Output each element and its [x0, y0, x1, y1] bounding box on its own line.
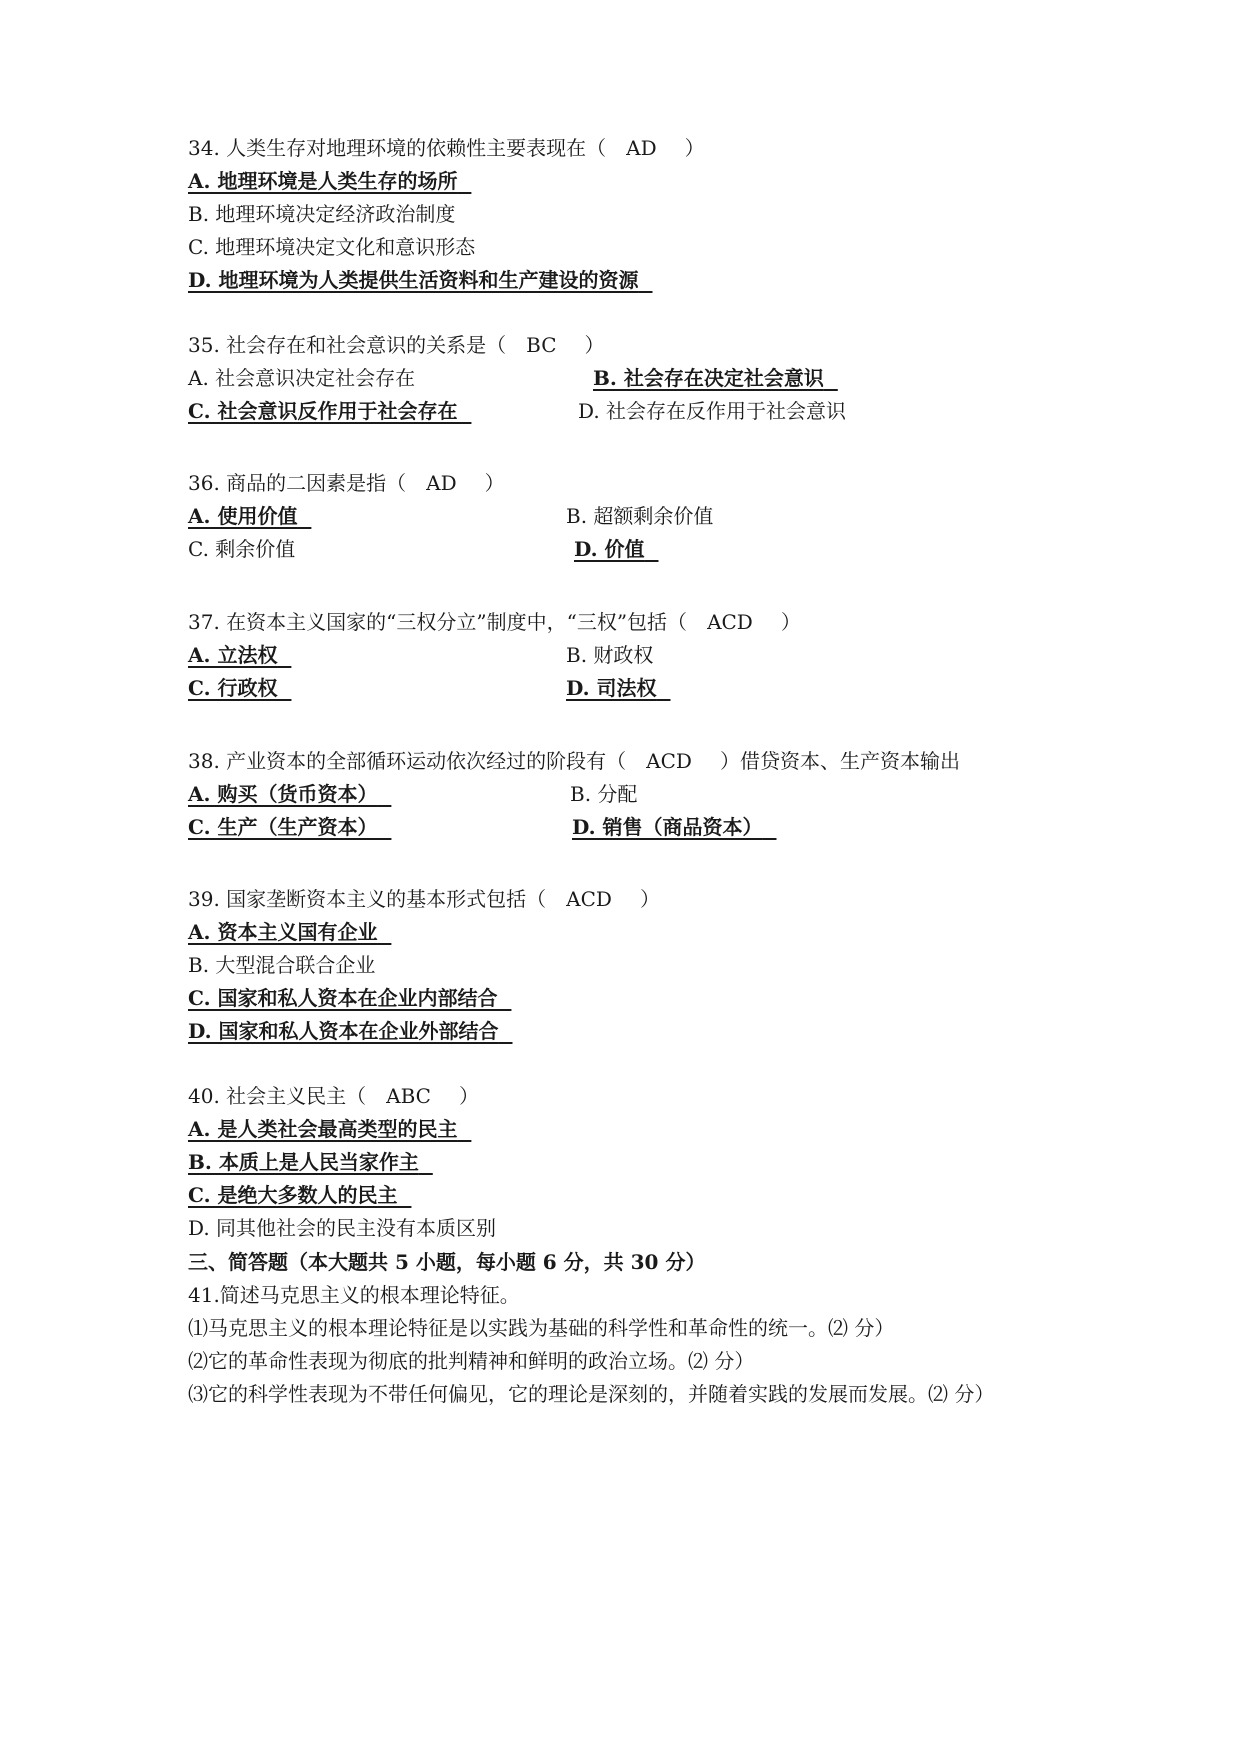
option-a: A. 地理环境是人类生存的场所 [188, 169, 458, 193]
option-c: C. 行政权 [188, 676, 278, 700]
stem-end: ）借贷资本、生产资本输出 [719, 749, 960, 773]
option-b: B. 社会存在决定社会意识 [593, 366, 824, 390]
question-stem [188, 132, 1088, 165]
question-39 [188, 883, 1088, 1048]
option-a: A. 购买（货币资本） [188, 782, 378, 806]
question-37 [188, 606, 1088, 705]
option-b: B. 分配 [570, 782, 638, 806]
answer-key: ABC [386, 1084, 431, 1108]
option-b: B. 超额剩余价值 [566, 504, 714, 528]
question-34 [188, 132, 1088, 297]
stem-text: 36. 商品的二因素是指（ [188, 471, 407, 495]
question-stem [188, 745, 1088, 778]
option-d: D. 同其他社会的民主没有本质区别 [188, 1216, 497, 1240]
stem-end: ） [484, 471, 505, 495]
option-b: B. 财政权 [566, 643, 654, 667]
stem-text: 40. 社会主义民主（ [188, 1084, 367, 1108]
option-c: C. 地理环境决定文化和意识形态 [188, 235, 476, 259]
answer-point-3: ⑶它的科学性表现为不带任何偏见，它的理论是深刻的，并随着实践的发展而发展。⑵ 分） [188, 1382, 995, 1406]
question-stem [188, 883, 1088, 916]
answer-key: ACD [566, 887, 612, 911]
section-heading: 三、简答题（本大题共 5 小题，每小题 6 分，共 30 分） [188, 1250, 706, 1274]
answer-point-2: ⑵它的革命性表现为彻底的批判精神和鲜明的政治立场。⑵ 分） [188, 1349, 755, 1373]
option-c: C. 是绝大多数人的民主 [188, 1183, 398, 1207]
stem-text: 38. 产业资本的全部循环运动依次经过的阶段有（ [188, 749, 627, 773]
stem-end: ） [639, 887, 660, 911]
question-stem [188, 329, 1088, 362]
answer-key: ACD [707, 610, 753, 634]
option-d: D. 地理环境为人类提供生活资料和生产建设的资源 [188, 268, 639, 292]
stem-end: ） [584, 333, 605, 357]
question-stem [188, 1080, 1088, 1113]
option-c: C. 社会意识反作用于社会存在 [188, 399, 458, 423]
stem-text: 34. 人类生存对地理环境的依赖性主要表现在（ [188, 136, 607, 160]
question-stem [188, 467, 1088, 500]
stem-text: 39. 国家垄断资本主义的基本形式包括（ [188, 887, 547, 911]
answer-key: AD [426, 471, 457, 495]
stem-text: 35. 社会存在和社会意识的关系是（ [188, 333, 507, 357]
answer-point-1: ⑴马克思主义的根本理论特征是以实践为基础的科学性和革命性的统一。⑵ 分） [188, 1316, 895, 1340]
option-a: A. 立法权 [188, 643, 278, 667]
question-38 [188, 745, 1088, 844]
question-40 [188, 1080, 1088, 1245]
option-a: A. 社会意识决定社会存在 [188, 366, 416, 390]
option-c: C. 剩余价值 [188, 537, 296, 561]
option-a: A. 资本主义国有企业 [188, 920, 378, 944]
stem-end: ） [459, 1084, 479, 1108]
option-d: D. 社会存在反作用于社会意识 [578, 399, 847, 423]
answer-key: BC [526, 333, 557, 357]
question-35 [188, 329, 1088, 428]
option-d: D. 销售（商品资本） [572, 815, 763, 839]
question-stem [188, 606, 1088, 639]
option-b: B. 大型混合联合企业 [188, 953, 376, 977]
option-c: C. 国家和私人资本在企业内部结合 [188, 986, 498, 1010]
stem-end: ） [684, 136, 705, 160]
option-d: D. 司法权 [566, 676, 657, 700]
stem-text: 37. 在资本主义国家的“三权分立”制度中，“三权”包括（ [188, 610, 688, 634]
option-d: D. 国家和私人资本在企业外部结合 [188, 1019, 499, 1043]
option-a: A. 使用价值 [188, 504, 298, 528]
option-b: B. 地理环境决定经济政治制度 [188, 202, 456, 226]
option-c: C. 生产（生产资本） [188, 815, 378, 839]
option-b: B. 本质上是人民当家作主 [188, 1150, 419, 1174]
answer-key: AD [626, 136, 657, 160]
question-36 [188, 467, 1088, 566]
stem-end: ） [780, 610, 801, 634]
option-d: D. 价值 [574, 537, 645, 561]
question-41-stem: 41.简述马克思主义的根本理论特征。 [188, 1283, 520, 1307]
answer-key: ACD [646, 749, 692, 773]
section-short-answer [188, 1246, 1148, 1411]
option-a: A. 是人类社会最高类型的民主 [188, 1117, 458, 1141]
